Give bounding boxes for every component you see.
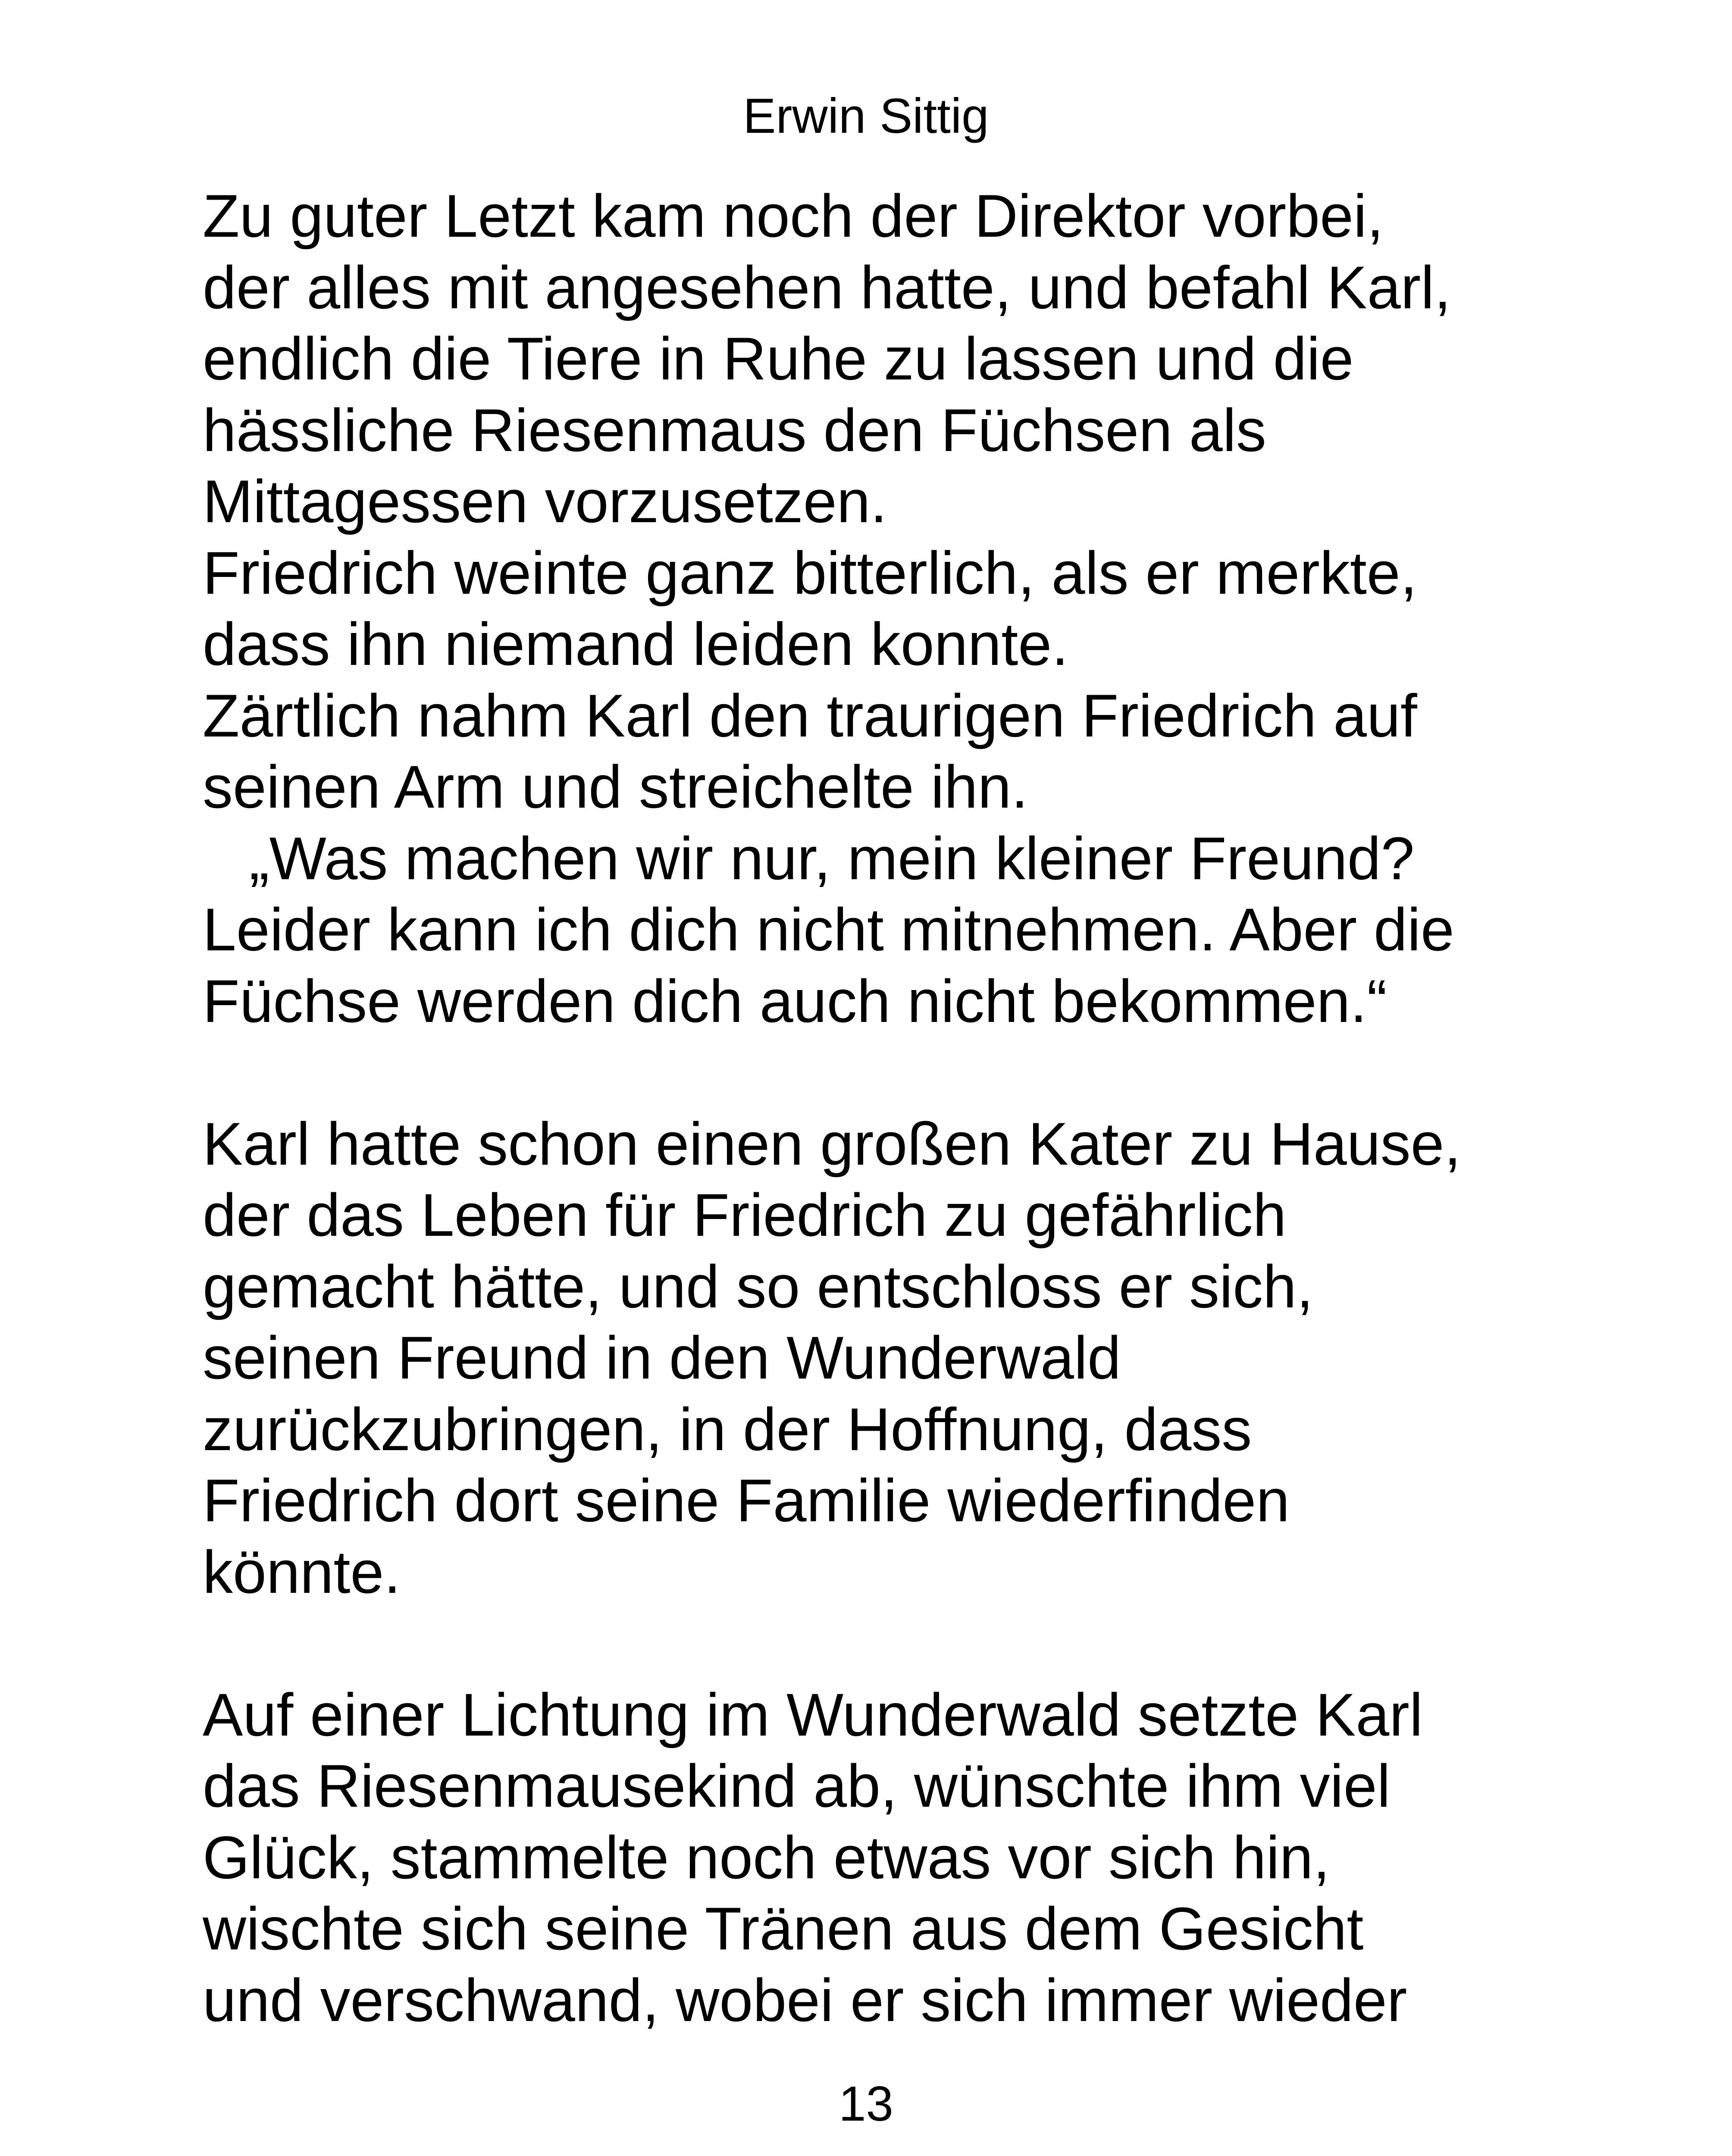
text-line: Karl hatte schon einen großen Kater zu Hause,: [203, 1109, 1461, 1178]
page-body-text: [203, 180, 1582, 2036]
text-line: der das Leben für Friedrich zu gefährlich: [203, 1181, 1287, 1249]
text-line: Zu guter Letzt kam noch der Direktor vorbei,: [203, 182, 1384, 250]
text-line: gemacht hätte, und so entschloss er sich,: [203, 1252, 1313, 1320]
text-line-indented: „Was machen wir nur, mein kleiner Freund?: [249, 824, 1415, 892]
text-line: zurückzubringen, in der Hoffnung, dass: [203, 1395, 1252, 1463]
text-line: Friedrich dort seine Familie wiederfinden: [203, 1467, 1290, 1534]
text-line: seinen Arm und streichelte ihn.: [203, 753, 1028, 821]
text-line: seinen Freund in den Wunderwald: [203, 1324, 1121, 1391]
text-line: und verschwand, wobei er sich immer wieder: [203, 1966, 1407, 2034]
text-line: Leider kann ich dich nicht mitnehmen. Aber die: [203, 896, 1454, 963]
text-line: Glück, stammelte noch etwas vor sich hin,: [203, 1823, 1330, 1891]
text-line: hässliche Riesenmaus den Füchsen als: [203, 396, 1266, 464]
text-line: könnte.: [203, 1538, 401, 1606]
text-line: Zärtlich nahm Karl den traurigen Friedrich auf: [203, 681, 1417, 749]
text-line: der alles mit angesehen hatte, und befahl Karl,: [203, 253, 1451, 321]
text-line: Auf einer Lichtung im Wunderwald setzte Karl: [203, 1680, 1423, 1749]
paragraph-gap: [203, 1608, 1582, 1679]
text-line: endlich die Tiere in Ruhe zu lassen und die: [203, 325, 1354, 392]
text-line: wischte sich seine Tränen aus dem Gesicht: [203, 1895, 1364, 1962]
text-line: dass ihn niemand leiden konnte.: [203, 610, 1069, 678]
text-line: Mittagessen vorzusetzen.: [203, 467, 887, 535]
page-number: 13: [839, 2077, 893, 2131]
text-line: Friedrich weinte ganz bitterlich, als er merkte,: [203, 539, 1417, 607]
text-line: Füchse werden dich auch nicht bekommen.“: [203, 967, 1387, 1035]
running-header-author: Erwin Sittig: [743, 89, 989, 144]
paragraph-gap: [203, 1037, 1582, 1108]
text-line: das Riesenmausekind ab, wünschte ihm viel: [203, 1752, 1391, 1820]
